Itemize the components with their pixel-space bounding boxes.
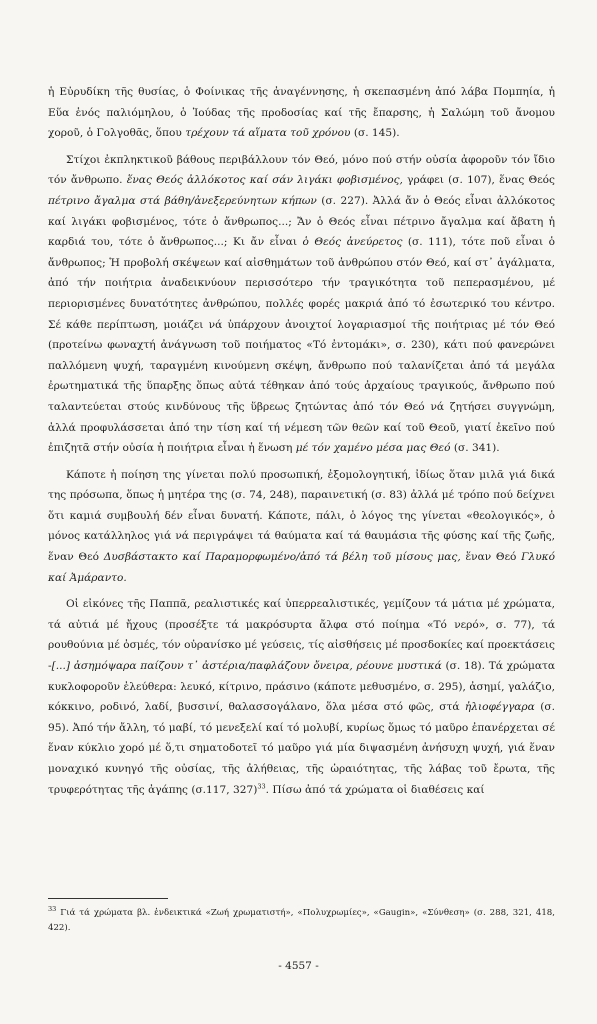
footnote-reference: 33	[257, 782, 266, 791]
text-run: Στίχοι ἐκπληκτικοῦ βάθους περιβάλλουν τόν Θεό, μόνο πού στήν οὐσία ἀφοροῦν τόν ἴδιο τόν ἄνθρωπο.	[48, 153, 555, 187]
page-number: - 4557 -	[278, 960, 319, 972]
paragraph	[48, 150, 555, 459]
footnote-text: Γιά τά χρώματα βλ. ἐνδεικτικά «Ζωή χρωματιστή», «Πολυχρωμίες», «Gaugin», «Σύνθεση» (σ. 288, 321, 418, 422).	[48, 908, 555, 933]
paragraph	[48, 594, 555, 800]
text-run: Κάποτε ἡ ποίηση της γίνεται πολύ προσωπική, ἐξομολογητική, ἰδίως ὅταν μιλᾶ γιά δικά της πρόσωπα, ὅπως ἡ μητέρα της (σ. 74, 248), παραινετική (σ. 83) ἀλλά μέ τρόπο πού δείχνει ὅτι καμιά συμβουλή δέν εἶναι δυνατή. Κάποτε, πάλι, ὁ λόγος της γίνεται «θεολογικός», ὁ μόνος κατάλληλος γιά νά περιγράψει τά θαύματα καί τά θαυμάσια τῆς φύσης καί τῆς ζωῆς, ἕναν Θεό	[48, 468, 555, 564]
italic-quote: τρέχουν τά αἵματα τοῦ χρόνου	[185, 127, 351, 140]
text-run: (σ. 95). Ἀπό τήν ἄλλη, τό μαβί, τό μενεξελί καί τό μολυβί, κυρίως ὅμως τό μαῦρο ἐπανέρχεται σέ ἕναν κύκλιο χορό μέ ὅ,τι σηματοδοτεῖ τό μαῦρο γιά μία διψασμένη ἀνήσυχη ψυχή, γιά ἕναν μοναχικό κυνηγό τῆς οὐσίας, τῆς ἀλήθειας, τῆς ὡραιότητας, τῆς λάβας τοῦ ἔρωτα, τῆς τρυφερότητας τῆς ἀγάπης (σ.117, 327)	[48, 701, 555, 796]
italic-quote: μέ τόν χαμένο μέσα μας Θεό	[295, 442, 451, 455]
italic-quote: Δυσβάστακτο καί Παραμορφωμένο/ἀπό τά βέλη τοῦ μίσους μας,	[103, 551, 461, 564]
italic-quote: πέτρινο ἄγαλμα στά βάθη/ἀνεξερεύνητων κήπων	[48, 194, 317, 207]
text-run: Οἱ εἰκόνες τῆς Παππᾶ, ρεαλιστικές καί ὑπερρεαλιστικές, γεμίζουν τά μάτια μέ χρώματα, τά αὐτιά μέ ἤχους (προσέξτε τά μακρόσυρτα ἄλφα στό ποίημα «Τό νερό», σ. 77), τά ρουθούνια μέ ὀσμές, τόν οὐρανίσκο μέ γεύσεις, τίς αἰσθήσεις μέ προσδοκίες καί προεκτάσεις -	[48, 598, 555, 673]
text-run: (σ. 18). Τά χρώματα κυκλοφοροῦν ἐλεύθερα: λευκό, κίτρινο, πράσινο (κάποτε μεθυσμένο, σ. 295), ἀσημί, γαλάζιο, κόκκινο, ροδινό, λαδί, βυσσινί, θαλασσογάλανο, ὅλα μέσα στό φῶς, στά	[48, 660, 556, 714]
italic-quote: [...] ἀσημόψαρα παίζουν τ᾽ ἀστέρια/παφλάζουν ὄνειρα, ρέουνε μυστικά	[51, 660, 442, 673]
footnote-marker: 33	[48, 905, 57, 914]
italic-quote: ἕνας Θεός ἀλλόκοτος καί σάν λιγάκι φοβισμένος,	[126, 174, 403, 187]
text-run: . Πίσω ἀπό τά χρώματα οἱ διαθέσεις καί	[265, 783, 485, 796]
italic-quote: Γλυκό καί Ἀμάραντο.	[48, 551, 556, 584]
paragraph	[48, 82, 555, 144]
text-run: (σ. 341).	[450, 442, 500, 455]
body-text	[48, 82, 555, 806]
italic-quote: ὁ Θεός ἀνεύρετος	[302, 236, 403, 249]
text-run: ἕναν Θεό	[460, 551, 522, 564]
text-run: γράφει (σ. 107), ἕνας Θεός	[402, 174, 555, 187]
italic-quote: ἠλιοφέγγαρα	[464, 701, 535, 714]
footnote	[48, 906, 555, 935]
paragraph	[48, 465, 555, 589]
text-run: (σ. 145).	[350, 127, 400, 140]
footnote-divider	[48, 898, 168, 899]
text-run: (σ. 111), τότε ποῦ εἶναι ὁ ἄνθρωπος; Ἡ προβολή σκέψεων καί αἰσθημάτων τοῦ ἀνθρώπου στόν Θεό, καί στ᾽ ἀγάλματα, ἀπό τήν ποιήτρια ἀναδεικνύουν περισσότερο τήν τραγικότητα τοῦ πεπερασμένου, μέ περιορισμένες δυνατότητες ἀνθρώπου, πολλές φορές μακριά ἀπό τό ἐσωτερικό του κέντρο. Σέ κάθε περίπτωση, μοιάζει νά ὑπάρχουν ἀνοιχτοί λογαριασμοί τῆς ποιήτριας μέ τόν Θεό (προτείνω φωναχτή ἀνάγνωση τοῦ ποιήματος «Τό ἐντομάκι», σ. 230), κάτι πού φανερώνει παλλόμενη ψυχή, ταραγμένη κινούμενη σκέψη, ἄνθρωπο πού ταλανίζεται ἀπό τά μεγάλα ἐρωτηματικά τῆς ὕπαρξης ὅπως αὐτά τέθηκαν ἀπό τούς ἀρχαίους τραγικούς, ἄνθρωπο πού ταλαντεύεται στούς κινδύνους τῆς ὕβρεως ζητώντας ἀπό τόν Θεό νά ζητήσει συγγνώμη, ἀλλά προφυλάσσεται ἀπό την τίση καί τή νέμεση τῶν θεῶν καί τοῦ Θεοῦ, γιατί ἐκεῖνο πού ἐπιζητᾶ στήν οὐσία ἡ ποιήτρια εἶναι ἡ ἕνωση	[48, 236, 555, 455]
text-run: ἡ Εὐρυδίκη τῆς θυσίας, ὁ Φοίνικας τῆς ἀναγέννησης, ἡ σκεπασμένη ἀπό λάβα Πομπηία, ἡ Εὕα ἑνός παλιόμηλου, ὁ Ἰούδας τῆς προδοσίας καί τῆς ἔπαρσης, ἡ Σαλώμη τοῦ ἄνομου χοροῦ, ὁ Γολγοθᾶς, ὅπου	[48, 86, 555, 140]
text-run: (σ. 227). Ἀλλά ἄν ὁ Θεός εἶναι ἀλλόκοτος καί λιγάκι φοβισμένος, τότε ὁ ἄνθρωπος...; Ἄν ὁ Θεός εἶναι πέτρινο ἄγαλμα καί ἄβατη ἡ καρδιά του, τότε ὁ ἄνθρωπος...; Κι ἄν εἶναι	[48, 194, 555, 249]
